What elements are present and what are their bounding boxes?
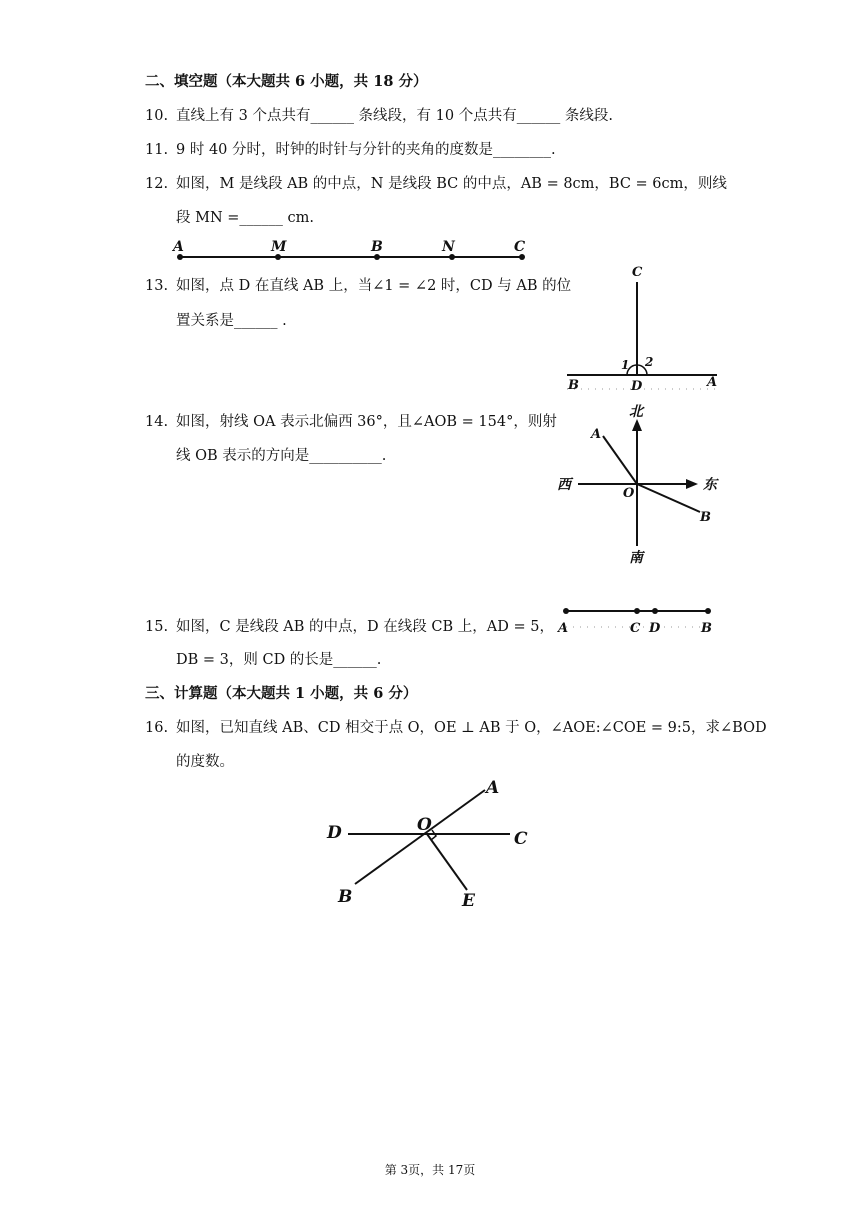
point-b (705, 608, 711, 614)
question-12-line1: 如图，M 是线段 AB 的中点，N 是线段 BC 的中点，AB = 8cm，BC = 6cm，则线 (176, 176, 727, 192)
question-16-line2: 的度数。 (176, 754, 234, 770)
question-13-line2: 置关系是______ . (176, 313, 287, 329)
label-a: A (707, 375, 718, 390)
question-14-line2: 线 OB 表示的方向是__________. (176, 448, 387, 464)
label-east: 东 (703, 477, 717, 493)
point-c (634, 608, 640, 614)
ray-oa (603, 436, 637, 484)
question-14-figure (553, 396, 723, 566)
label-d: D (631, 379, 643, 394)
label-two: 2 (645, 355, 654, 369)
label-e: E (462, 891, 475, 911)
question-16-line1: 如图，已知直线 AB、CD 相交于点 O，OE ⊥ AB 于 O，∠AOE:∠COE = 9:5，求∠BOD (176, 720, 767, 736)
question-11-text: 9 时 40 分时，时钟的时针与分针的夹角的度数是________. (176, 142, 556, 158)
label-c: C (630, 621, 641, 636)
label-d: D (327, 823, 342, 843)
label-c: C (514, 239, 526, 255)
page-footer: 第 3页，共 17页 (384, 1163, 476, 1177)
label-west: 西 (557, 477, 571, 493)
label-a: A (486, 778, 500, 798)
question-16-figure (320, 772, 540, 917)
label-m: M (271, 239, 287, 255)
label-b: B (338, 887, 353, 907)
label-b: B (371, 239, 383, 255)
label-b: B (568, 378, 579, 393)
section-heading-calculation: 三、计算题（本大题共 1 小题，共 6 分） (145, 685, 418, 702)
label-a: A (173, 239, 184, 255)
question-12-number: 12. (145, 176, 169, 192)
question-10-text: 直线上有 3 个点共有______ 条线段，有 10 个点共有______ 条线段. (176, 108, 613, 124)
label-c: C (514, 829, 528, 849)
north-arrowhead (632, 419, 642, 431)
question-14-number: 14. (145, 414, 169, 430)
label-a: A (558, 621, 569, 636)
question-12-figure (170, 236, 540, 268)
label-south: 南 (629, 550, 643, 566)
question-13-number: 13. (145, 278, 169, 294)
label-b: B (700, 510, 711, 525)
label-c: C (632, 265, 643, 280)
label-north: 北 (629, 404, 643, 420)
question-13-line1: 如图，点 D 在直线 AB 上，当∠1 = ∠2 时，CD 与 AB 的位 (176, 278, 572, 294)
label-o: O (417, 815, 432, 835)
label-o: O (623, 486, 635, 501)
question-15-number: 15. (145, 619, 169, 635)
question-15-line1: 如图，C 是线段 AB 的中点，D 在线段 CB 上，AD = 5， (176, 619, 554, 635)
question-15-figure (555, 601, 720, 637)
label-b: B (701, 621, 712, 636)
question-12-line2: 段 MN =______ cm. (176, 210, 314, 226)
east-arrowhead (686, 479, 698, 489)
point-d (652, 608, 658, 614)
question-10-number: 10. (145, 108, 169, 124)
ray-ob (637, 484, 700, 512)
point-a (563, 608, 569, 614)
question-14-line1: 如图，射线 OA 表示北偏西 36°，且∠AOB = 154°，则射 (176, 414, 557, 430)
label-d: D (649, 621, 661, 636)
question-16-number: 16. (145, 720, 169, 736)
question-13-figure (565, 262, 720, 394)
label-n: N (442, 239, 455, 255)
question-11-number: 11. (145, 142, 169, 158)
label-one: 1 (621, 358, 630, 372)
question-15-line2: DB = 3，则 CD 的长是______. (176, 652, 382, 668)
line-ab (355, 790, 485, 884)
label-a: A (591, 427, 602, 442)
section-heading-fill-in: 二、填空题（本大题共 6 小题，共 18 分） (145, 73, 428, 90)
ray-oe (427, 834, 467, 890)
